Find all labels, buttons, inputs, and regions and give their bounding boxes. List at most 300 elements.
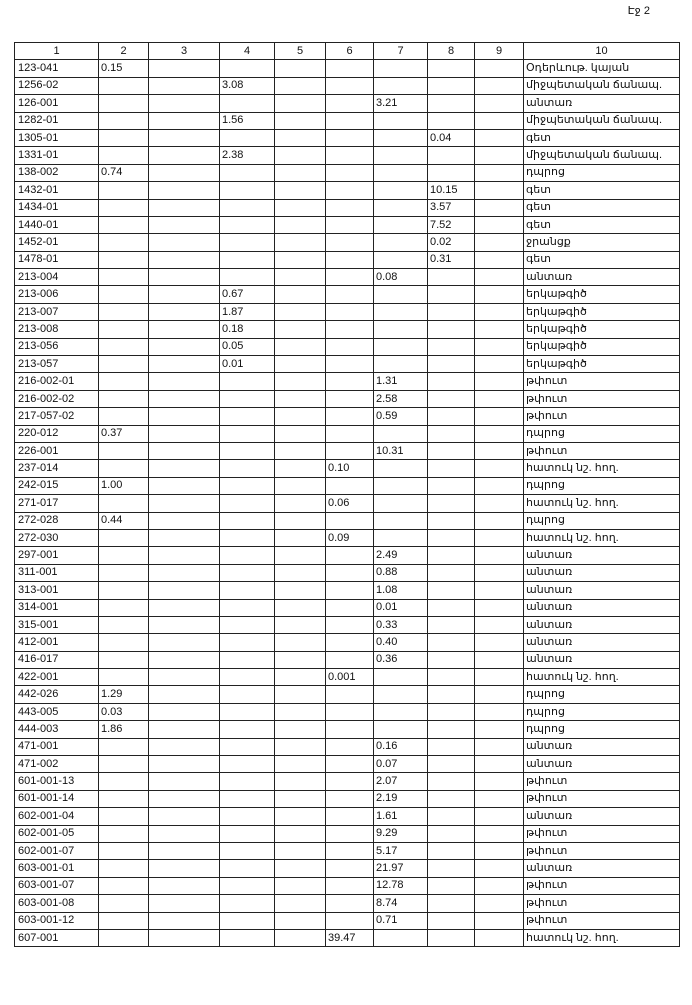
table-cell: գետ [524, 216, 680, 233]
table-cell [428, 756, 475, 773]
table-cell [220, 773, 275, 790]
table-cell [275, 825, 326, 842]
column-header-10: 10 [524, 43, 680, 60]
table-cell [475, 860, 524, 877]
table-cell: երկաթգիծ [524, 356, 680, 373]
table-cell: 0.07 [374, 756, 428, 773]
table-cell [428, 895, 475, 912]
table-cell: 0.71 [374, 912, 428, 929]
table-row [15, 756, 680, 773]
table-cell: 1440-01 [15, 216, 99, 233]
column-header-6: 6 [326, 43, 374, 60]
table-cell [475, 495, 524, 512]
table-cell [275, 738, 326, 755]
table-cell: 0.05 [220, 338, 275, 355]
table-cell: 220-012 [15, 425, 99, 442]
table-cell [149, 269, 220, 286]
table-cell: 443-005 [15, 703, 99, 720]
table-cell: 601-001-13 [15, 773, 99, 790]
table-cell [149, 738, 220, 755]
table-cell [326, 408, 374, 425]
table-cell [374, 929, 428, 946]
table-cell [428, 686, 475, 703]
table-row [15, 790, 680, 807]
table-cell: դպրոց [524, 477, 680, 494]
table-cell [220, 756, 275, 773]
table-cell [149, 495, 220, 512]
table-cell [428, 495, 475, 512]
table-cell: 0.01 [220, 356, 275, 373]
table-cell [275, 651, 326, 668]
table-cell [99, 234, 149, 251]
table-cell [428, 164, 475, 181]
table-cell [374, 164, 428, 181]
table-cell [428, 790, 475, 807]
table-cell [149, 929, 220, 946]
table-cell [149, 303, 220, 320]
table-cell: անտառ [524, 860, 680, 877]
table-row [15, 408, 680, 425]
table-cell [220, 477, 275, 494]
table-cell [275, 773, 326, 790]
table-cell [99, 547, 149, 564]
table-cell: 602-001-07 [15, 842, 99, 859]
table-cell: անտառ [524, 651, 680, 668]
table-cell: անտառ [524, 95, 680, 112]
table-cell [428, 147, 475, 164]
table-cell [220, 703, 275, 720]
table-row [15, 373, 680, 390]
table-cell [99, 634, 149, 651]
table-row [15, 738, 680, 755]
table-cell: 0.36 [374, 651, 428, 668]
table-cell [428, 356, 475, 373]
header-row [15, 43, 680, 60]
table-cell: 602-001-05 [15, 825, 99, 842]
table-cell [275, 390, 326, 407]
table-cell [326, 877, 374, 894]
table-cell [326, 216, 374, 233]
table-cell: անտառ [524, 738, 680, 755]
table-cell: 603-001-08 [15, 895, 99, 912]
table-cell: դպրոց [524, 425, 680, 442]
table-cell [275, 356, 326, 373]
table-cell [475, 721, 524, 738]
table-cell [99, 616, 149, 633]
table-cell: 297-001 [15, 547, 99, 564]
table-cell [275, 373, 326, 390]
table-row [15, 512, 680, 529]
table-cell [428, 77, 475, 94]
table-cell: դպրոց [524, 512, 680, 529]
table-row [15, 547, 680, 564]
table-cell [220, 564, 275, 581]
table-cell: թփուտ [524, 825, 680, 842]
table-cell: 2.07 [374, 773, 428, 790]
table-cell [275, 512, 326, 529]
table-cell: 1.31 [374, 373, 428, 390]
table-cell: 237-014 [15, 460, 99, 477]
table-cell: 0.37 [99, 425, 149, 442]
table-cell [326, 303, 374, 320]
table-cell: միջպետական ճանապ. [524, 147, 680, 164]
table-row [15, 164, 680, 181]
table-cell: 0.01 [374, 599, 428, 616]
table-row [15, 529, 680, 546]
table-cell: 216-002-01 [15, 373, 99, 390]
table-cell [99, 651, 149, 668]
table-cell [149, 582, 220, 599]
table-cell: 213-004 [15, 269, 99, 286]
table-cell: թփուտ [524, 877, 680, 894]
table-cell: 0.001 [326, 669, 374, 686]
table-cell [99, 303, 149, 320]
table-cell [374, 512, 428, 529]
table-row [15, 251, 680, 268]
table-cell: 9.29 [374, 825, 428, 842]
table-cell [326, 686, 374, 703]
table-cell [99, 129, 149, 146]
table-cell: 0.03 [99, 703, 149, 720]
table-cell [149, 686, 220, 703]
table-cell: 1282-01 [15, 112, 99, 129]
table-cell: 3.08 [220, 77, 275, 94]
table-cell [428, 338, 475, 355]
table-cell [326, 286, 374, 303]
table-cell [428, 860, 475, 877]
table-row [15, 129, 680, 146]
table-cell [475, 303, 524, 320]
column-header-9: 9 [475, 43, 524, 60]
table-cell [99, 251, 149, 268]
table-cell [374, 303, 428, 320]
table-cell [428, 634, 475, 651]
table-cell [99, 912, 149, 929]
table-cell [326, 77, 374, 94]
table-cell: 0.08 [374, 269, 428, 286]
table-cell [475, 60, 524, 77]
table-cell [475, 390, 524, 407]
table-cell: երկաթգիծ [524, 303, 680, 320]
table-cell [220, 442, 275, 459]
table-row [15, 651, 680, 668]
table-cell: 126-001 [15, 95, 99, 112]
table-cell [99, 356, 149, 373]
table-cell: 213-056 [15, 338, 99, 355]
table-cell [99, 442, 149, 459]
table-cell [475, 877, 524, 894]
table-cell [149, 147, 220, 164]
table-cell: 0.09 [326, 529, 374, 546]
table-cell [475, 269, 524, 286]
table-cell [475, 929, 524, 946]
table-cell [475, 77, 524, 94]
table-cell [220, 182, 275, 199]
table-cell [428, 842, 475, 859]
table-cell [149, 129, 220, 146]
table-cell [220, 912, 275, 929]
table-row [15, 895, 680, 912]
table-cell [428, 112, 475, 129]
table-cell: 213-007 [15, 303, 99, 320]
table-cell [99, 842, 149, 859]
table-cell [475, 199, 524, 216]
table-cell [220, 669, 275, 686]
table-cell [149, 912, 220, 929]
table-cell [374, 147, 428, 164]
table-cell [275, 269, 326, 286]
table-cell [275, 547, 326, 564]
table-cell [149, 721, 220, 738]
table-cell [220, 634, 275, 651]
table-cell [275, 529, 326, 546]
table-cell [99, 460, 149, 477]
column-header-3: 3 [149, 43, 220, 60]
table-row [15, 686, 680, 703]
table-cell [275, 877, 326, 894]
table-cell [149, 460, 220, 477]
table-cell [275, 234, 326, 251]
table-cell [275, 164, 326, 181]
table-cell [99, 77, 149, 94]
table-cell [475, 321, 524, 338]
table-cell: 272-028 [15, 512, 99, 529]
table-cell [374, 216, 428, 233]
table-cell [220, 547, 275, 564]
table-cell [149, 599, 220, 616]
table-cell: միջպետական ճանապ. [524, 112, 680, 129]
table-cell: անտառ [524, 634, 680, 651]
table-cell: 39.47 [326, 929, 374, 946]
table-cell [475, 338, 524, 355]
table-cell [475, 477, 524, 494]
table-cell: 226-001 [15, 442, 99, 459]
table-cell [275, 303, 326, 320]
table-cell [475, 686, 524, 703]
table-cell [220, 408, 275, 425]
table-row [15, 582, 680, 599]
column-header-4: 4 [220, 43, 275, 60]
table-cell [99, 147, 149, 164]
table-cell [475, 842, 524, 859]
table-cell: 1331-01 [15, 147, 99, 164]
table-cell: դպրոց [524, 164, 680, 181]
table-cell [326, 756, 374, 773]
table-cell: 1452-01 [15, 234, 99, 251]
table-cell [374, 251, 428, 268]
table-cell: Օդերևութ. կայան [524, 60, 680, 77]
table-cell: 416-017 [15, 651, 99, 668]
table-cell [428, 825, 475, 842]
table-cell [374, 112, 428, 129]
table-row [15, 460, 680, 477]
table-cell [428, 390, 475, 407]
table-cell [326, 547, 374, 564]
table-row [15, 147, 680, 164]
table-cell [275, 251, 326, 268]
table-cell [275, 477, 326, 494]
table-cell: 601-001-14 [15, 790, 99, 807]
table-cell [374, 60, 428, 77]
table-cell: դպրոց [524, 721, 680, 738]
table-cell [220, 95, 275, 112]
table-cell [326, 477, 374, 494]
table-cell [149, 286, 220, 303]
table-cell [220, 721, 275, 738]
table-cell [475, 582, 524, 599]
table-cell: հատուկ նշ. հող. [524, 529, 680, 546]
table-cell [149, 338, 220, 355]
table-cell [374, 356, 428, 373]
table-cell: գետ [524, 199, 680, 216]
table-row [15, 286, 680, 303]
table-cell [220, 790, 275, 807]
table-cell [475, 251, 524, 268]
table-cell [326, 251, 374, 268]
table-cell [220, 390, 275, 407]
table-cell [275, 460, 326, 477]
table-cell [220, 599, 275, 616]
table-cell: 12.78 [374, 877, 428, 894]
table-cell [428, 564, 475, 581]
table-cell [475, 356, 524, 373]
table-cell [149, 321, 220, 338]
table-cell [220, 251, 275, 268]
table-cell: 213-008 [15, 321, 99, 338]
table-cell [374, 721, 428, 738]
table-cell [275, 582, 326, 599]
table-cell [149, 703, 220, 720]
table-cell: գետ [524, 251, 680, 268]
table-cell: թփուտ [524, 373, 680, 390]
table-cell [475, 460, 524, 477]
table-cell [275, 808, 326, 825]
table-cell: երկաթգիծ [524, 286, 680, 303]
table-cell [326, 512, 374, 529]
table-cell [275, 442, 326, 459]
table-cell: անտառ [524, 547, 680, 564]
table-cell [220, 373, 275, 390]
table-cell [275, 564, 326, 581]
table-cell [475, 547, 524, 564]
table-row [15, 669, 680, 686]
table-cell [326, 425, 374, 442]
table-cell [149, 251, 220, 268]
table-cell [149, 512, 220, 529]
table-cell: 1.00 [99, 477, 149, 494]
table-cell: 0.31 [428, 251, 475, 268]
table-cell [275, 286, 326, 303]
table-cell [374, 129, 428, 146]
table-cell: 123-041 [15, 60, 99, 77]
column-header-5: 5 [275, 43, 326, 60]
table-cell: հատուկ նշ. հող. [524, 460, 680, 477]
table-row [15, 234, 680, 251]
table-cell [149, 564, 220, 581]
table-row [15, 721, 680, 738]
table-cell [475, 182, 524, 199]
table-cell: 271-017 [15, 495, 99, 512]
table-cell [275, 129, 326, 146]
table-cell: 314-001 [15, 599, 99, 616]
table-cell [220, 199, 275, 216]
table-cell: 213-057 [15, 356, 99, 373]
table-cell [149, 182, 220, 199]
table-cell [275, 703, 326, 720]
table-cell [326, 129, 374, 146]
table-cell [149, 651, 220, 668]
table-cell: 422-001 [15, 669, 99, 686]
table-cell [275, 860, 326, 877]
table-cell: թփուտ [524, 773, 680, 790]
table-cell [220, 929, 275, 946]
table-cell [99, 216, 149, 233]
table-cell [428, 408, 475, 425]
table-cell [275, 756, 326, 773]
table-cell [326, 95, 374, 112]
table-cell [275, 199, 326, 216]
table-cell: 1.87 [220, 303, 275, 320]
table-cell: 603-001-07 [15, 877, 99, 894]
column-header-2: 2 [99, 43, 149, 60]
table-cell [475, 147, 524, 164]
table-cell [475, 773, 524, 790]
table-cell [428, 738, 475, 755]
table-cell: 0.59 [374, 408, 428, 425]
table-cell [475, 738, 524, 755]
table-cell [374, 286, 428, 303]
table-cell [220, 234, 275, 251]
table-cell: 1.08 [374, 582, 428, 599]
table-cell [374, 338, 428, 355]
table-cell: 0.67 [220, 286, 275, 303]
table-row [15, 356, 680, 373]
table-cell [275, 77, 326, 94]
table-cell: 2.38 [220, 147, 275, 164]
column-header-8: 8 [428, 43, 475, 60]
table-cell: 10.15 [428, 182, 475, 199]
table-cell [428, 286, 475, 303]
table-cell: 0.06 [326, 495, 374, 512]
table-cell [275, 634, 326, 651]
table-row [15, 182, 680, 199]
table-cell: 10.31 [374, 442, 428, 459]
table-cell [475, 825, 524, 842]
table-cell [326, 442, 374, 459]
table-cell [149, 808, 220, 825]
table-cell: 138-002 [15, 164, 99, 181]
table-cell: 412-001 [15, 634, 99, 651]
table-cell [99, 199, 149, 216]
table-row [15, 877, 680, 894]
table-cell [275, 686, 326, 703]
table-cell [475, 703, 524, 720]
table-cell [475, 616, 524, 633]
table-cell: 0.44 [99, 512, 149, 529]
table-cell [326, 721, 374, 738]
table-body [15, 60, 680, 947]
table-cell [149, 199, 220, 216]
table-cell [99, 808, 149, 825]
table-cell [475, 373, 524, 390]
table-cell: 0.88 [374, 564, 428, 581]
table-cell [475, 234, 524, 251]
table-row [15, 112, 680, 129]
table-cell [374, 686, 428, 703]
table-cell [475, 529, 524, 546]
table-cell: անտառ [524, 616, 680, 633]
table-row [15, 599, 680, 616]
